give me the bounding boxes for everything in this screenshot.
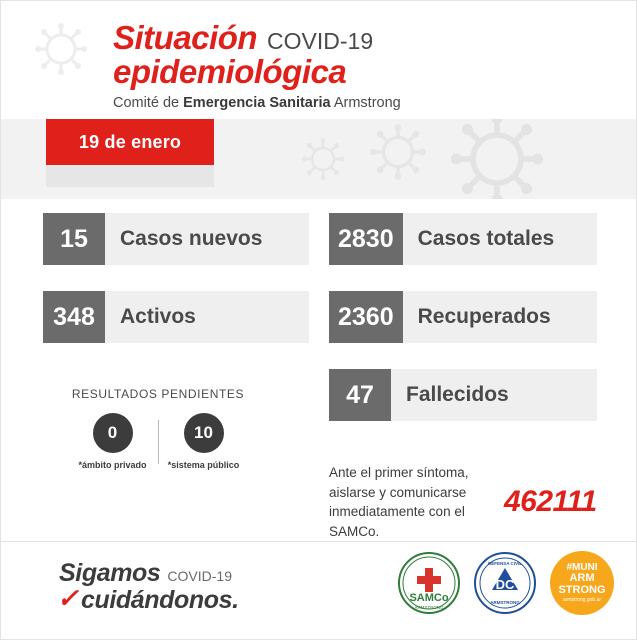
slogan-line-2: cuidándonos. (81, 586, 239, 614)
muni-line-1: #MUNI (566, 562, 598, 574)
pending-item-publico (159, 413, 249, 470)
date-band (1, 119, 636, 199)
stat-recuperados (329, 291, 597, 343)
stat-activos (43, 291, 309, 343)
subtitle-suffix: Armstrong (330, 95, 401, 111)
title-block (113, 19, 573, 111)
slogan-line-2-wrapper (57, 583, 339, 615)
samco-logo (398, 552, 460, 614)
pending-results-block (43, 387, 273, 470)
stat-label: Recuperados (417, 305, 551, 328)
pending-results-circles (43, 413, 273, 470)
date-pill: 19 de enero (46, 119, 214, 165)
svg-text:ARMSTRONG: ARMSTRONG (414, 605, 444, 610)
emergency-notice-text: Ante el primer síntoma, aislarse y comunicarse inmediatamente con el SAMCo. (329, 465, 469, 539)
virus-decoration-icon (35, 23, 87, 75)
pending-caption: *ámbito privado (78, 460, 147, 470)
stat-casos-nuevos (43, 213, 309, 265)
title-epidemiologica: epidemiológica (113, 53, 347, 90)
title-covid19: COVID-19 (267, 28, 374, 54)
stat-label: Casos nuevos (120, 227, 263, 250)
check-icon: ✓ (57, 583, 79, 613)
header (1, 1, 636, 119)
svg-text:ARMSTRONG: ARMSTRONG (490, 600, 520, 605)
virus-decoration-small-icon (301, 137, 345, 181)
pending-results-title: RESULTADOS PENDIENTES (71, 387, 245, 401)
stat-label: Casos totales (417, 227, 555, 250)
stat-fallecidos (329, 369, 597, 421)
svg-text:DEFENSA CIVIL: DEFENSA CIVIL (487, 561, 523, 566)
stat-value: 2360 (329, 291, 403, 343)
subtitle-prefix: Comité de (113, 95, 184, 111)
stat-label: Fallecidos (406, 383, 509, 406)
emergency-notice (329, 463, 619, 541)
subtitle (113, 95, 573, 111)
stat-label: Activos (120, 305, 196, 328)
date-pill-shadow (46, 165, 214, 187)
footer-divider (1, 541, 637, 542)
slogan-line-1: Sigamos (59, 559, 161, 587)
stat-value: 47 (329, 369, 391, 421)
svg-text:SAMCo: SAMCo (409, 592, 449, 604)
muni-armstrong-logo (550, 551, 614, 615)
stat-casos-totales (329, 213, 597, 265)
pending-item-privado (68, 413, 158, 470)
footer-logos (398, 551, 614, 615)
muni-line-2: ARM (569, 572, 595, 585)
footer-slogan (59, 559, 339, 615)
emergency-phone-number: 462111 (504, 485, 597, 519)
svg-text:DC: DC (495, 577, 515, 592)
virus-decoration-medium-icon (369, 123, 427, 181)
stat-value: 348 (43, 291, 105, 343)
muni-line-3: STRONG (558, 583, 606, 596)
stats-column-left (43, 213, 309, 369)
virus-decoration-large-icon (449, 119, 545, 199)
stat-value: 15 (43, 213, 105, 265)
stats-column-right (329, 213, 597, 447)
title-situacion: Situación (113, 19, 258, 56)
pending-value: 10 (184, 413, 224, 453)
defensa-civil-logo (474, 552, 536, 614)
slogan-covid-label: COVID-19 (167, 568, 232, 584)
muni-line-4: armstrong.gob.ar (562, 596, 602, 603)
pending-caption: *sistema público (167, 460, 240, 470)
stat-value: 2830 (329, 213, 403, 265)
pending-value: 0 (93, 413, 133, 453)
footer (1, 547, 637, 639)
subtitle-bold: Emergencia Sanitaria (183, 95, 331, 111)
